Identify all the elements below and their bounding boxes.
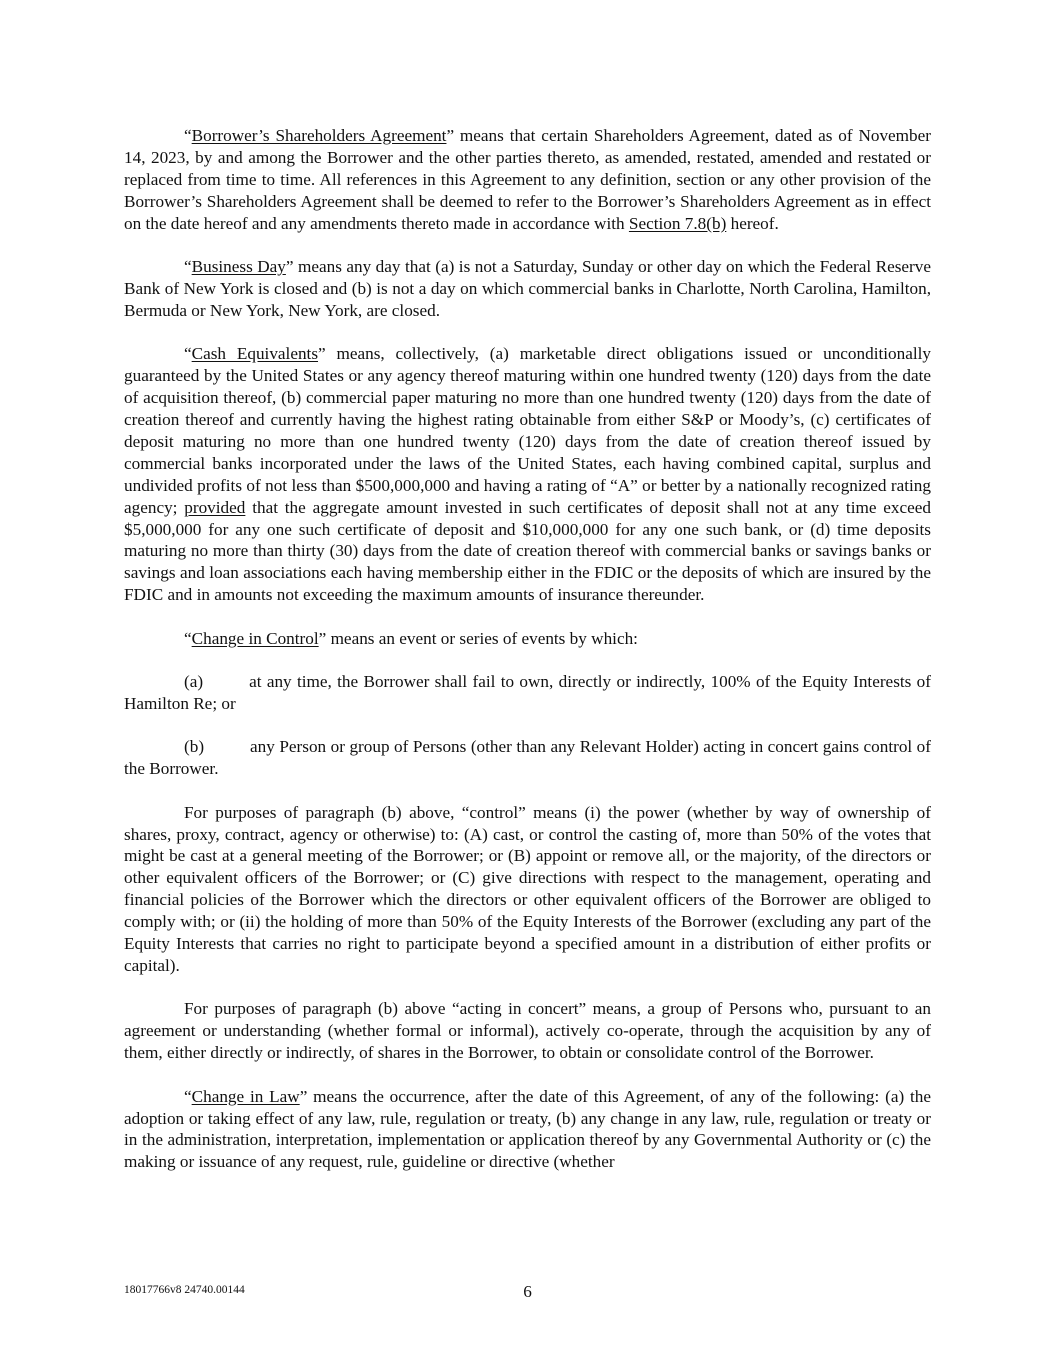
definition-text: ” means the occurrence, after the date of this Agreement, of any of the following: (a) the adoption or taking effect of any law, rule, regulation or treaty, (b) any change in any law, rule, regulation or treaty or in the administration, interpretation, implementation or application thereof by any Governmental Authority or (c) the making or issuance of any request, rule, guideline or directive (whether: [124, 1086, 931, 1172]
open-quote: “: [184, 1086, 192, 1106]
defined-term: Business Day: [191, 257, 286, 277]
definition-change-in-control: [124, 628, 931, 650]
footer-document-id: 18017766v8 24740.00144: [124, 1284, 245, 1296]
proviso-term: provided: [184, 497, 246, 517]
definition-business-day: [124, 256, 931, 322]
definition-text: ” means any day that (a) is not a Saturday, Sunday or other day on which the Federal Reserve Bank of New York is closed and (b) is not a day on which commercial banks in Charlotte, North Carolina, Hamilton, Bermuda or New York, New York, are closed.: [124, 257, 931, 320]
open-quote: “: [184, 257, 192, 277]
defined-term: Change in Law: [191, 1086, 300, 1106]
clause-a: [124, 671, 931, 715]
clause-b: [124, 736, 931, 780]
definition-text-end: hereof.: [726, 213, 779, 233]
defined-term: Borrower’s Shareholders Agreement: [191, 126, 447, 145]
definition-text-end: that the aggregate amount invested in such certificates of deposit shall not at any time exceed $5,000,000 for any one such certificate of deposit and $10,000,000 for any one such bank, or (d) time deposits maturing no more than thirty (30) days from the date of creation thereof with commercial banks or savings banks or savings and loan associations each having membership either in the FDIC or the deposits of which are insured by the FDIC and in amounts not exceeding the maximum amounts of insurance thereunder.: [124, 497, 931, 605]
definition-text: ” means, collectively, (a) marketable direct obligations issued or unconditionally guaranteed by the United States or any agency thereof maturing within one hundred twenty (120) days from the date of acquisition thereof, (b) commercial paper maturing no more than one hundred twenty (120) days from the date of creation thereof and currently having the highest rating obtainable from either S&P or Moody’s, (c) certificates of deposit maturing no more than one hundred twenty (120) days from the date of creation thereof issued by commercial banks incorporated under the laws of the United States, each having combined capital, surplus and undivided profits of not less than $500,000,000 and having a rating of “A” or better by a nationally recognized rating agency;: [124, 344, 931, 517]
open-quote: “: [184, 628, 192, 648]
clause-text: any Person or group of Persons (other than any Relevant Holder) acting in concert gains control of the Borrower.: [124, 737, 931, 779]
defined-term: Cash Equivalents: [191, 344, 319, 364]
defined-term: Change in Control: [191, 628, 319, 648]
control-definition-paragraph: For purposes of paragraph (b) above, “control” means (i) the power (whether by way of ownership of shares, proxy, contract, agency or otherwise) to: (A) cast, or control the casting of, more than 50% of the votes that might be cast at a general meeting of the Borrower; or (B) appoint or remove all, or the majority, of the directors or other equivalent officers of the Borrower; or (C) give directions with respect to the management, operating and financial policies of the Borrower which the directors or other equivalent officers of the Borrower are obliged to comply with; or (ii) the holding of more than 50% of the Equity Interests of the Borrower (excluding any part of the Equity Interests that carries no right to participate beyond a specified amount in a distribution of either profits or capital).: [124, 802, 931, 975]
definition-text: ” means an event or series of events by which:: [318, 628, 638, 648]
open-quote: “: [184, 126, 192, 145]
definition-text: ” means that certain Shareholders Agreement, dated as of November 14, 2023, by and among the Borrower and the other parties thereto, as amended, restated, amended and restated or replaced from time to time. All references in this Agreement to any definition, section or any other provision of the Borrower’s Shareholders Agreement shall be deemed to refer to the Borrower’s Shareholders Agreement as in effect on the date hereof and any amendments thereto made in accordance with: [124, 126, 931, 233]
definition-cash-equivalents: [124, 343, 931, 606]
document-body: [124, 125, 931, 1195]
page-number: 6: [523, 1282, 532, 1301]
clause-text: at any time, the Borrower shall fail to own, directly or indirectly, 100% of the Equity Interests of Hamilton Re; or: [124, 672, 931, 713]
definition-change-in-law: [124, 1086, 931, 1174]
acting-in-concert-paragraph: For purposes of paragraph (b) above “acting in concert” means, a group of Persons who, pursuant to an agreement or understanding (whether formal or informal), actively co-operate, through the acquisition by any of them, either directly or indirectly, of shares in the Borrower, to obtain or consolidate control of the Borrower.: [124, 999, 931, 1063]
clause-label: (a): [184, 672, 204, 692]
section-reference: Section 7.8(b): [628, 213, 727, 233]
clause-label: (b): [184, 737, 205, 757]
definition-borrowers-shareholders-agreement: [124, 125, 931, 235]
open-quote: “: [184, 344, 192, 364]
